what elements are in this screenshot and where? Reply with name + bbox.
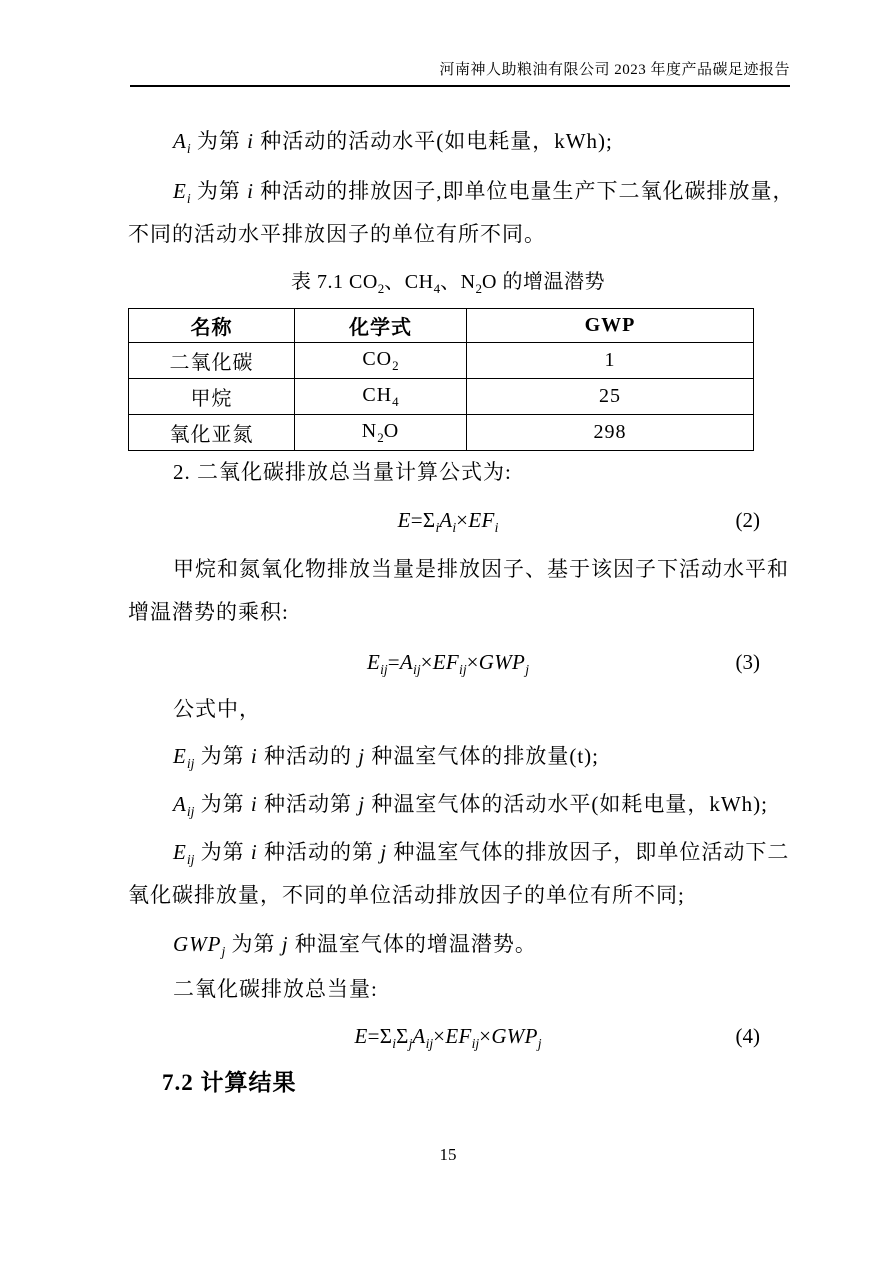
- paragraph-aij-activity: $A_{ij}$ 为第 i 种活动第 j 种温室气体的活动水平(如耗电量，kWh);: [173, 792, 768, 820]
- table-header-name: 名称: [129, 309, 295, 343]
- paragraph-total-equivalent: 二氧化碳排放总当量:: [173, 977, 378, 1001]
- cell-name: 甲烷: [129, 379, 295, 415]
- formula-4-expression: $E=\Sigma_i\Sigma_jA_{ij}\times EF_{ij}\times GWP_j$: [354, 1024, 542, 1052]
- paragraph-emission-factor-line2: 不同的活动水平排放因子的单位有所不同。: [128, 222, 546, 246]
- table-header-gwp: GWP: [467, 309, 754, 343]
- formula-2-number: (2): [735, 508, 760, 532]
- page-number: 15: [439, 1145, 457, 1164]
- paragraph-emission-factor: [128, 170, 795, 256]
- gwp-table: [128, 308, 754, 451]
- formula-4: [128, 1015, 768, 1058]
- table-caption: 表 7.1 $CO_2$、$CH_4$、$N_2O$ 的增温潜势: [291, 271, 605, 296]
- paragraph-methane-line2: 增温潜势的乘积:: [128, 600, 289, 624]
- table-header-row: [129, 309, 754, 343]
- paragraph-activity-level: $A_i$ 为第 i 种活动的活动水平(如电耗量，kWh);: [173, 129, 613, 157]
- paragraph-gwp-potential: $GWP_j$ 为第 j 种温室气体的增温潜势。: [173, 932, 537, 960]
- formula-3-number: (3): [735, 650, 760, 674]
- cell-name: 氧化亚氮: [129, 415, 295, 451]
- paragraph-formula-intro: 公式中，: [173, 697, 261, 721]
- formula-3: [128, 641, 768, 684]
- paragraph-efij-factor-line2: 氧化碳排放量，不同的单位活动排放因子的单位有所不同;: [128, 883, 685, 907]
- paragraph-eij-emission: $E_{ij}$ 为第 i 种活动的 j 种温室气体的排放量(t);: [173, 744, 600, 772]
- paragraph-emission-factor-line1: $E_i$ 为第 i 种活动的排放因子,即单位电量生产下二氧化碳排放量，: [173, 179, 795, 207]
- formula-2-expression: $E=\Sigma_iA_i\times EF_i$: [397, 508, 499, 536]
- table-row: [129, 343, 754, 379]
- document-header-title: 河南神人助粮油有限公司 2023 年度产品碳足迹报告: [130, 58, 790, 87]
- table-row: [129, 415, 754, 451]
- cell-chem: $CO_2$: [295, 343, 467, 379]
- cell-gwp: 25: [467, 379, 754, 415]
- paragraph-methane-line1: 甲烷和氮氧化物排放当量是排放因子、基于该因子下活动水平和: [173, 557, 789, 581]
- paragraph-efij-factor: [128, 831, 790, 917]
- paragraph-efij-factor-line1: $E_{ij}$ 为第 i 种活动的第 j 种温室气体的排放因子，即单位活动下二: [173, 840, 790, 868]
- cell-name: 二氧化碳: [129, 343, 295, 379]
- section-heading-7-2: 7.2 计算结果: [162, 1070, 297, 1095]
- formula-4-number: (4): [735, 1024, 760, 1048]
- formula-2: [128, 499, 768, 542]
- paragraph-methane: [128, 548, 789, 634]
- table-row: [129, 379, 754, 415]
- cell-chem: $CH_4$: [295, 379, 467, 415]
- formula-3-expression: $E_{ij}=A_{ij}\times EF_{ij}\times GWP_j$: [367, 650, 529, 678]
- document-body: [128, 100, 795, 1104]
- cell-gwp: 1: [467, 343, 754, 379]
- paragraph-item2: 2. 二氧化碳排放总当量计算公式为:: [173, 460, 512, 484]
- cell-chem: $N_2O$: [295, 415, 467, 451]
- table-header-chem: 化学式: [295, 309, 467, 343]
- cell-gwp: 298: [467, 415, 754, 451]
